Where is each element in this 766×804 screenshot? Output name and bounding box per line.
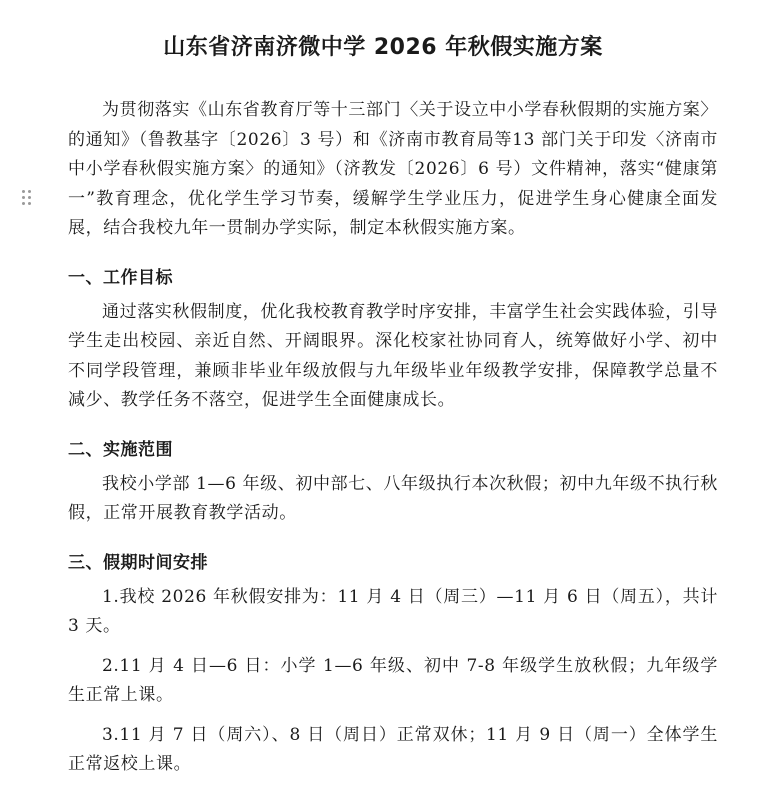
document-body [68,96,718,780]
intro-paragraph: 为贯彻落实《山东省教育厅等十三部门〈关于设立中小学春秋假期的实施方案〉的通知》（鲁教基字〔2026〕3 号）和《济南市教育局等13 部门关于印发〈济南市中小学春秋假实施方案〉的通知》（济教发〔2026〕6 号）文件精神，落实“健康第一”教育理念，优化学生学习节奏，缓解学生学业压力，促进学生身心健康全面发展，结合我校九年一贯制办学实际，制定本秋假实施方案。 [68,100,718,238]
document-title: 山东省济南济微中学 2026 年秋假实施方案 [163,35,603,60]
section-heading-goals: 一、工作目标 [68,267,173,288]
drag-handle-icon[interactable] [22,190,32,206]
section-paragraph-scope: 我校小学部 1—6 年级、初中部七、八年级执行本次秋假；初中九年级不执行秋假，正常开展教育教学活动。 [68,473,718,523]
section-heading-schedule: 三、假期时间安排 [68,552,208,573]
schedule-item-1: 1.我校 2026 年秋假安排为：11 月 4 日（周三）—11 月 6 日（周五），共计 3 天。 [68,586,718,636]
schedule-item-2: 2.11 月 4 日—6 日：小学 1—6 年级、初中 7-8 年级学生放秋假；九年级学生正常上课。 [68,655,718,705]
schedule-item-3: 3.11 月 7 日（周六）、8 日（周日）正常双休；11 月 9 日（周一）全体学生正常返校上课。 [68,724,718,774]
section-heading-scope: 二、实施范围 [68,439,173,460]
section-paragraph-goals: 通过落实秋假制度，优化我校教育教学时序安排，丰富学生社会实践体验，引导学生走出校园、亲近自然、开阔眼界。深化校家社协同育人，统筹做好小学、初中不同学段管理，兼顾非毕业年级放假与九年级毕业年级教学安排，保障教学总量不减少、教学任务不落空，促进学生全面健康成长。 [68,301,718,410]
